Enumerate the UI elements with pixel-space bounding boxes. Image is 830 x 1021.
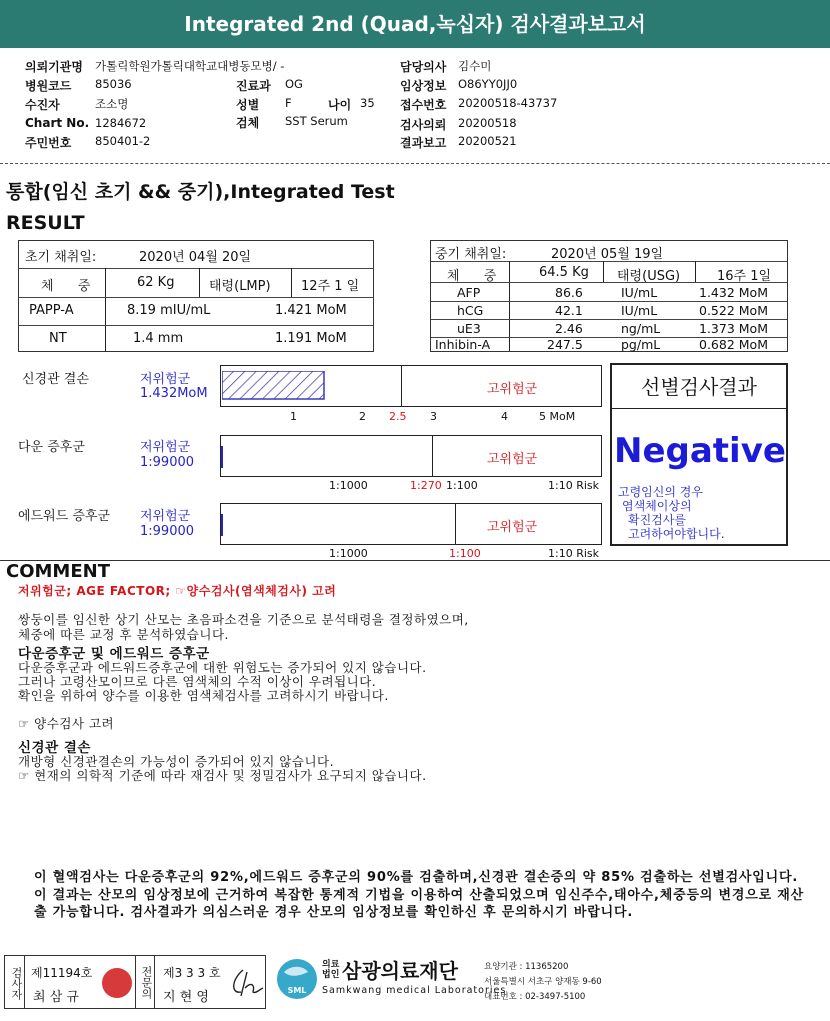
- info-label: 검체: [236, 116, 260, 130]
- marker-mom: 1.191 MoM: [275, 331, 347, 346]
- marker-unit: pg/mL: [621, 337, 661, 352]
- info-value: 35: [360, 96, 375, 110]
- ga-value: 12주 1 일: [301, 279, 360, 294]
- edwards-tick: 1:10 Risk: [548, 547, 599, 560]
- signature-icon: [225, 966, 265, 1000]
- sample-label: 초기 채취일:: [25, 250, 97, 265]
- ntd-group: 저위험군: [140, 372, 191, 387]
- specialist-name: 지 현 영: [163, 990, 209, 1005]
- screening-note-line: 고려하여야합니다.: [628, 527, 725, 541]
- marker-mom: 1.432 MoM: [699, 285, 768, 300]
- edwards-tick: 1:1000: [329, 547, 368, 560]
- marker-unit: IU/mL: [621, 285, 658, 300]
- info-value: OG: [285, 77, 303, 91]
- ntd-tick: 2: [359, 410, 366, 423]
- sample-label: 중기 채취일:: [435, 247, 507, 262]
- ntd-tick-cutoff: 2.5: [389, 410, 407, 423]
- foundation-tag: 의료법인: [322, 960, 340, 980]
- down-high-label: 고위험군: [487, 452, 538, 467]
- info-value: 가톨릭학원가톨릭대학교대병동모병/ -: [95, 59, 285, 73]
- examiner-name: 최 삼 규: [33, 990, 79, 1005]
- examiner-seal-icon: [102, 968, 132, 998]
- marker-value: 2.46: [555, 321, 583, 336]
- report-title: Integrated 2nd (Quad,녹십자) 검사결과보고서: [184, 12, 646, 36]
- screening-note-line: 고령임신의 경우: [618, 485, 703, 499]
- down-tick: 1:10 Risk: [548, 479, 599, 492]
- screening-title: 선별검사결과: [612, 365, 786, 409]
- comment-amnio: ☞ 양수검사 고려: [18, 716, 115, 731]
- comment-headline: 저위험군; AGE FACTOR; ☞양수검사(염색체검사) 고려: [18, 584, 337, 598]
- info-value: 20200521: [458, 134, 517, 148]
- signature-box: [4, 955, 266, 1009]
- edwards-group: 저위험군: [140, 509, 191, 524]
- report-title-bar: [0, 0, 830, 48]
- info-label: 병원코드: [25, 79, 72, 93]
- info-value: 850401-2: [95, 134, 151, 148]
- info-value: 김수미: [458, 59, 492, 73]
- info-value: 20200518: [458, 116, 517, 130]
- marker-value: 8.19 mIU/mL: [127, 303, 211, 318]
- info-label: 성별: [236, 98, 260, 112]
- ga-label: 태령(LMP): [209, 279, 271, 294]
- reg-no: 요양기관 : 11365200: [484, 962, 569, 972]
- weight-value: 64.5 Kg: [539, 265, 589, 280]
- test-title: 통합(임신 초기 && 중기),Integrated Test: [6, 181, 395, 203]
- marker-value: 86.6: [555, 285, 583, 300]
- info-label: 진료과: [236, 79, 271, 93]
- edwards-value: 1:99000: [140, 524, 195, 539]
- marker-unit: ng/mL: [621, 321, 661, 336]
- specialist-label: 전문의: [135, 956, 155, 1008]
- first-trimester-table: [18, 240, 374, 352]
- divider: [0, 560, 830, 561]
- down-name: 다운 증후군: [18, 440, 85, 455]
- marker-name: AFP: [457, 285, 481, 300]
- marker-mom: 1.421 MoM: [275, 303, 347, 318]
- marker-unit: IU/mL: [621, 303, 658, 318]
- ntd-tick: 5 MoM: [539, 410, 576, 423]
- down-risk-bar: [220, 435, 602, 477]
- ga-label: 태령(USG): [617, 269, 681, 284]
- down-tick: 1:100: [446, 479, 478, 492]
- weight-value: 62 Kg: [137, 275, 175, 290]
- edwards-tick-cutoff: 1:100: [449, 547, 481, 560]
- marker-name: Inhibin-A: [435, 337, 491, 352]
- summary-text: 이 혈액검사는 다운증후군의 92%,에드워드 증후군의 90%를 검출하며,신경관 결손증의 약 85% 검출하는 선별검사입니다. 이 결과는 산모의 임상정보에 근거하여 복잡한 통계적 기법을 이용하여 산출되었으며 임신주수,태아수,체중등의 변경으로 재산출 가능합니다. 검사결과가 의심스러운 경우 산모의 임상정보를 확인하신 후 문의하시기 바랍니다.: [34, 870, 805, 920]
- marker-value: 42.1: [555, 303, 583, 318]
- info-label: 주민번호: [25, 136, 72, 150]
- marker-name: hCG: [457, 303, 484, 318]
- info-value: O86YY0JJ0: [458, 77, 518, 91]
- edwards-risk-bar: [220, 503, 602, 545]
- comment-line: 쌍둥이를 임신한 상기 산모는 초음파소견을 기준으로 분석태령을 결정하였으며,: [18, 612, 469, 627]
- ntd-tick: 3: [430, 410, 437, 423]
- info-value: 85036: [95, 77, 132, 91]
- screening-result-box: [610, 363, 788, 546]
- info-label: 담당의사: [400, 60, 447, 74]
- down-value: 1:99000: [140, 455, 195, 470]
- comment-line: 다운증후군과 에드워드증후군에 대한 위험도는 증가되어 있지 않습니다.: [18, 660, 427, 675]
- comment-line: 확인을 위하여 양수를 이용한 염색체검사를 고려하시기 바랍니다.: [18, 688, 389, 703]
- comment-line: 그러나 고령산모이므로 다른 염색체의 수적 이상이 우려됩니다.: [18, 674, 377, 689]
- info-label: Chart No.: [25, 116, 90, 130]
- comment-line: 체중에 따른 교정 후 분석하였습니다.: [18, 627, 229, 642]
- comment-line: ☞ 현재의 의학적 기준에 따라 재검사 및 정밀검사가 요구되지 않습니다.: [18, 768, 427, 783]
- marker-mom: 1.373 MoM: [699, 321, 768, 336]
- info-value: F: [285, 96, 292, 110]
- screening-note: [618, 485, 725, 541]
- marker-name: PAPP-A: [29, 303, 74, 318]
- foundation-name: 삼광의료재단: [342, 959, 458, 983]
- marker-name: NT: [49, 331, 67, 346]
- marker-value: 247.5: [547, 337, 583, 352]
- logo-text: SML: [287, 986, 307, 995]
- marker-name: uE3: [457, 321, 481, 336]
- divider: [0, 163, 830, 164]
- screening-note-line: 염색체이상의: [622, 499, 692, 513]
- edwards-high-label: 고위험군: [487, 520, 538, 535]
- patient-info: [0, 50, 830, 162]
- comment-subheading: 신경관 결손: [18, 740, 91, 756]
- ntd-name: 신경관 결손: [22, 372, 89, 387]
- examiner-license: 제11194호: [31, 966, 93, 980]
- comment-line: 개방형 신경관결손의 가능성이 증가되어 있지 않습니다.: [18, 754, 335, 769]
- second-trimester-table: [430, 240, 788, 352]
- marker-mom: 0.522 MoM: [699, 303, 768, 318]
- info-label: 나이: [328, 98, 352, 112]
- ntd-tick: 1: [290, 410, 297, 423]
- weight-label: 체 중: [447, 269, 507, 284]
- specialist-license: 제3 3 3 호: [163, 966, 221, 980]
- examiner-label: 검사자: [5, 956, 25, 1008]
- down-tick: 1:1000: [329, 479, 368, 492]
- sml-logo-icon: [274, 956, 320, 1002]
- ntd-tick: 4: [501, 410, 508, 423]
- info-label: 의뢰기관명: [25, 60, 83, 74]
- down-tick-cutoff: 1:270: [410, 479, 442, 492]
- info-label: 결과보고: [400, 136, 447, 150]
- down-group: 저위험군: [140, 440, 191, 455]
- marker-value: 1.4 mm: [133, 331, 184, 346]
- address: 서울특별시 서초구 양재동 9-60: [484, 977, 602, 987]
- screening-result: Negative: [614, 431, 786, 471]
- info-value: 조소명: [95, 97, 129, 111]
- comment-heading: COMMENT: [6, 561, 110, 582]
- result-heading: RESULT: [6, 212, 85, 234]
- phone: 대표번호 : 02-3497-5100: [484, 992, 586, 1002]
- ntd-high-label: 고위험군: [487, 382, 538, 397]
- ntd-risk-bar: [220, 365, 602, 407]
- info-label: 접수번호: [400, 98, 447, 112]
- info-label: 임상정보: [400, 79, 447, 93]
- info-value: SST Serum: [285, 114, 348, 128]
- edwards-name: 에드워드 증후군: [18, 509, 111, 524]
- ga-value: 16주 1일: [717, 269, 772, 284]
- ntd-value: 1.432MoM: [140, 386, 208, 401]
- sample-date: 2020년 05월 19일: [551, 247, 664, 262]
- foundation-en: Samkwang medical Laboratories: [322, 985, 507, 996]
- marker-mom: 0.682 MoM: [699, 337, 768, 352]
- screening-note-line: 확진검사를: [628, 513, 686, 527]
- sample-date: 2020년 04월 20일: [139, 250, 252, 265]
- weight-label: 체 중: [41, 279, 101, 294]
- info-label: 수진자: [25, 98, 60, 112]
- info-value: 20200518-43737: [458, 96, 558, 110]
- comment-subheading: 다운증후군 및 에드워드 증후군: [18, 646, 210, 662]
- info-value: 1284672: [95, 116, 147, 130]
- info-label: 검사의뢰: [400, 118, 447, 132]
- ntd-hatched-fill: [222, 371, 326, 401]
